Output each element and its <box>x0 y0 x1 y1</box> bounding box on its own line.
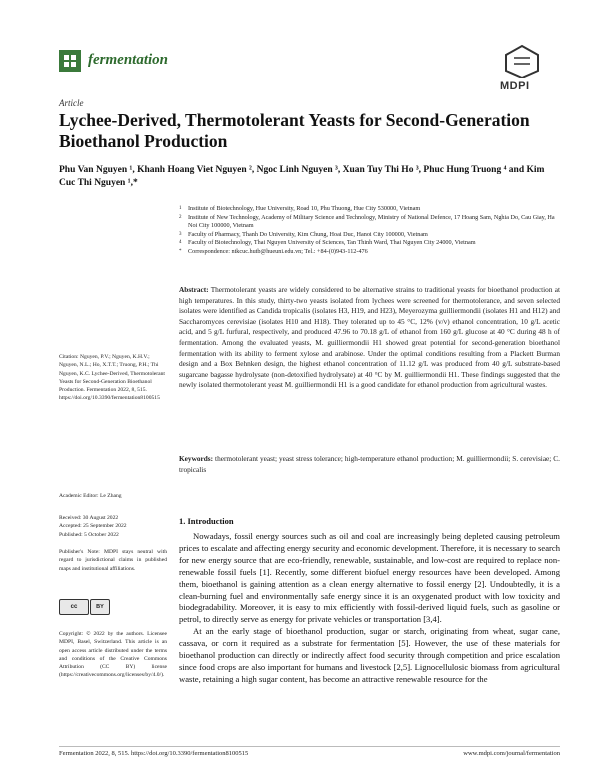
keywords-text: thermotolerant yeast; yeast stress tolerance; high-temperature ethanol production; M. guilliermondii; S. cerevisiae; C. tropicalis <box>179 454 560 474</box>
paragraph: At an the early stage of bioethanol production, sugar or starch, originating from wheat, sugar cane, cassava, or corn it required as a substrate for fermentation [5]. However, the use of these materials for bioethanol production can directly or indirectly affect food security through competition and price escalation since food crops are also important for humans and livestock [2,5]. Lignocellulosic biomass from agricultural waste, retaining a high sugar content, has become an attractive renewable resource for the <box>179 626 560 684</box>
affiliations <box>179 205 559 257</box>
affiliation-item: 3 Faculty of Pharmacy, Thanh Do University, Kim Chung, Hoai Duc, Hanoi City 100000, Vietnam <box>179 230 428 238</box>
footer-journal-link[interactable]: www.mdpi.com/journal/fermentation <box>463 750 560 757</box>
publisher-note: Publisher's Note: MDPI stays neutral with regard to jurisdictional claims in published maps and institutional affiliations. <box>59 549 167 572</box>
page-title: Lychee-Derived, Thermotolerant Yeasts for Second-Generation Bioethanol Production <box>59 110 530 151</box>
abstract-text: Thermotolerant yeasts are widely considered to be alternative strains to traditional yeasts for bioethanol production at high temperatures. In this study, thirty-two yeasts isolated from lychees were screened for thermotolerance, and seven selected isolates were identified as Candida tropicalis (isolates H3, H19, and H23), Meyerozyma guilliermondii (isolates H1 and H12) and Saccharomyces cerevisiae (isolates H10 and H18). They tolerated up to 45 °C, 12% (v/v) ethanol concentration, 10 g/L acetic acid, and 5 g/L furfural, respectively, and produced 47.96 to 70.18 g/L of ethanol from 160 g/L glucose at 40 °C during 48 h of fermentation. Among the evaluated yeasts, M. guilliermondii H1 showed great potential for second-generation bioethanol fermentation with its ability to ferment xylose and arabinose. Under the optimal conditions resulting from a Plackett Burman design and a Box Behnken design, the highest ethanol concentration of 11.12 g/L was produced from 40 g/L substrate-based sugarcane bagasse hydrolysate (non-detoxified hydrolysate) at 40 °C by M. guilliermondii H1. These findings suggested that the newly isolated thermotolerant yeast M. guilliermondii H1 is a good candidate for ethanol production from agricultural wastes. <box>179 285 560 390</box>
publication-dates <box>59 514 167 539</box>
citation[interactable]: Citation: Nguyen, P.V.; Nguyen, K.H.V.; Nguyen, N.L.; Ho, X.T.T.; Truong, P.H.; Thi Nguyen, K.C. Lychee-Derived, Thermotolerant Yeasts for Second-Generation Bioethanol Production. Fermentation 2022, 8, 515. https://doi.org/10.3390/fermentation8100515 <box>59 354 165 402</box>
accepted-date: Accepted: 25 September 2022 <box>59 523 127 530</box>
correspondence[interactable]: * Correspondence: ntkcuc.hutb@hueuni.edu.vn; Tel.: +84-(0)943-112-476 <box>179 247 368 255</box>
abstract-label: Abstract: <box>179 285 209 294</box>
affiliation-item: 4 Faculty of Biotechnology, Thai Nguyen University of Sciences, Tan Thinh Ward, Thai Nguyen City 24000, Vietnam <box>179 239 476 247</box>
received-date: Received: 30 August 2022 <box>59 515 119 521</box>
keywords <box>179 454 560 475</box>
author-list: Phu Van Nguyen ¹, Khanh Hoang Viet Nguyen ², Ngoc Linh Nguyen ³, Xuan Tuy Thi Ho ³, Phuc Hung Truong ⁴ and Kim Cuc Thi Nguyen ¹,* <box>59 165 545 188</box>
affiliation-item: 2 Institute of New Technology, Academy of Military Science and Technology, Ministry of National Defence, 17 Hoang Sam, Nghia Do, Cau Giay, Ha Noi City 100000, Vietnam <box>179 213 555 230</box>
abstract <box>179 285 560 391</box>
affiliation-item: 1 Institute of Biotechnology, Hue University, Road 10, Phu Thuong, Hue City 530000, Vietnam <box>179 205 421 212</box>
journal-name[interactable]: fermentation <box>88 52 169 68</box>
intro-body <box>179 531 560 686</box>
journal-logo-icon <box>59 50 81 72</box>
copyright-notice: Copyright: © 2022 by the authors. Licensee MDPI, Basel, Switzerland. This article is an open access article distributed under the terms and conditions of the Creative Commons Attribution (CC BY) license (https://creativecommons.org/licenses/by/4.0/). <box>59 631 167 679</box>
paragraph: Nowadays, fossil energy sources such as oil and coal are increasingly being depleted causing petroleum prices to escalate and affecting energy security and economic development. Therefore, it is necessary to search for new energy source that are eco-friendly, renewable, sustainable, and low-cost are required to replace non-renewable fossil fuels [1]. Recently, some different biofuel energy resources have been developed. Among them, bioethanol is gaining attention as a clean energy alternative to fossil energy [2]. Undoubtedly, it is a clean-burning fuel and environmentally safe energy since it is an oxygenated product with low toxicity and biodegradability. Moreover, it is easy to mix efficiently with fossil-derived liquid fuels, such as gasoline or petrol, to directly serve as energy for private vehicles or transportation [3,4]. <box>179 531 560 625</box>
publisher-name: MDPI <box>500 80 530 92</box>
mdpi-logo-icon[interactable] <box>502 44 542 78</box>
cc-license-icon[interactable]: cc <box>59 599 89 615</box>
cc-by-icon[interactable]: BY <box>90 599 110 615</box>
academic-editor: Academic Editor: Le Zhang <box>59 493 122 499</box>
keywords-label: Keywords: <box>179 454 214 463</box>
published-date: Published: 5 October 2022 <box>59 531 119 538</box>
footer-citation[interactable]: Fermentation 2022, 8, 515. https://doi.org/10.3390/fermentation8100515 <box>59 750 249 757</box>
section-heading: 1. Introduction <box>179 516 234 526</box>
footer-divider <box>59 746 560 747</box>
article-type: Article <box>59 98 84 108</box>
